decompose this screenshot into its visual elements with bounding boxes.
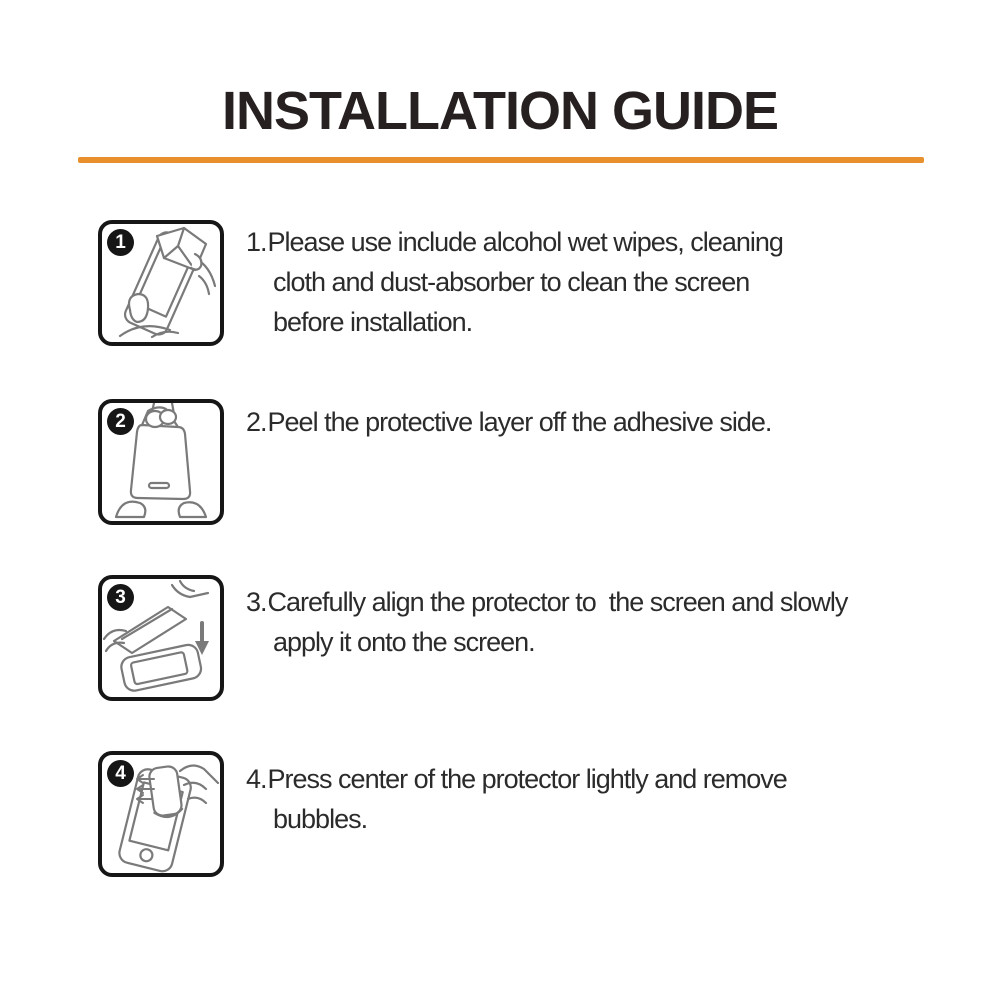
step-2-illustration-box bbox=[98, 399, 224, 525]
step-1-line-3: before installation. bbox=[273, 307, 473, 337]
step-4-number-badge: 4 bbox=[107, 760, 134, 787]
step-row-1 bbox=[98, 220, 783, 346]
step-1-line-2: cloth and dust-absorber to clean the screen bbox=[273, 267, 750, 297]
step-1-number-badge: 1 bbox=[107, 229, 134, 256]
step-1-line-1: 1.Please use include alcohol wet wipes, cleaning bbox=[246, 227, 783, 257]
step-1-text bbox=[246, 222, 783, 346]
step-row-2 bbox=[98, 399, 771, 525]
step-row-4 bbox=[98, 751, 787, 877]
step-3-text bbox=[246, 582, 847, 701]
step-2-text bbox=[246, 402, 771, 525]
page-title: INSTALLATION GUIDE bbox=[222, 81, 778, 141]
step-3-line-2: apply it onto the screen. bbox=[273, 627, 535, 657]
step-4-line-1: 4.Press center of the protector lightly and remove bbox=[246, 764, 787, 794]
step-4-line-2: bubbles. bbox=[273, 804, 368, 834]
step-2-line-1: 2.Peel the protective layer off the adhesive side. bbox=[246, 407, 772, 437]
step-1-illustration-box bbox=[98, 220, 224, 346]
accent-divider bbox=[78, 157, 924, 163]
step-3-illustration-box bbox=[98, 575, 224, 701]
step-2-number-badge: 2 bbox=[107, 408, 134, 435]
step-4-illustration-box bbox=[98, 751, 224, 877]
step-3-number-badge: 3 bbox=[107, 584, 134, 611]
step-3-line-1: 3.Carefully align the protector to the screen and slowly bbox=[246, 587, 848, 617]
step-4-text bbox=[246, 759, 787, 877]
step-row-3 bbox=[98, 575, 847, 701]
